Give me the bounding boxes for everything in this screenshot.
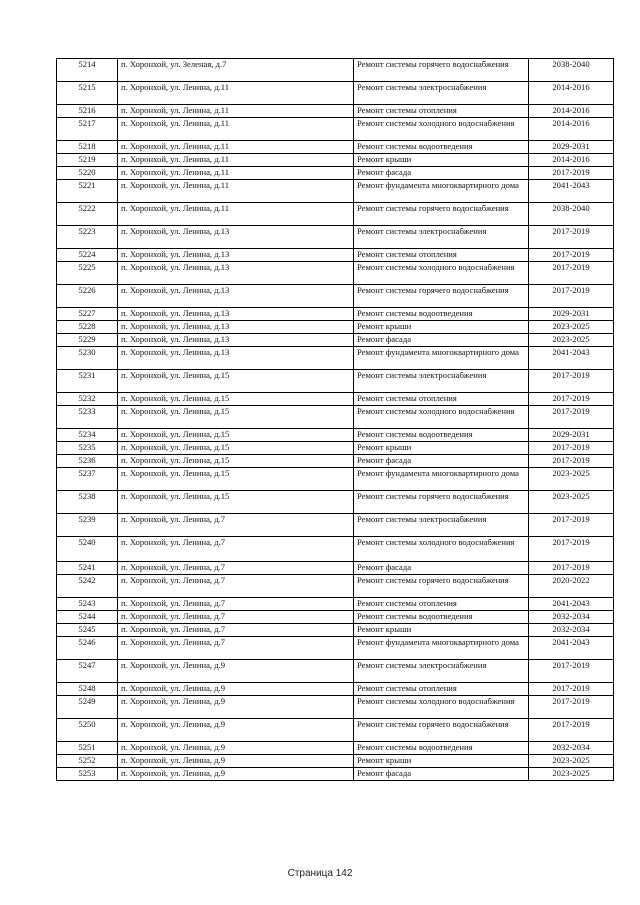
table-row bbox=[57, 334, 614, 347]
row-number-cell: 5228 bbox=[57, 321, 118, 334]
table-row bbox=[57, 141, 614, 154]
table-row bbox=[57, 105, 614, 118]
work-type-cell: Ремонт фасада bbox=[354, 334, 529, 347]
table-row bbox=[57, 347, 614, 370]
address-cell: п. Хоронхой, ул. Ленина, д.11 bbox=[118, 167, 354, 180]
table-row bbox=[57, 768, 614, 781]
work-type-cell: Ремонт системы отопления bbox=[354, 683, 529, 696]
address-cell: п. Хоронхой, ул. Ленина, д.9 bbox=[118, 660, 354, 683]
table-row bbox=[57, 683, 614, 696]
work-type-cell: Ремонт фундамента многоквартирного дома bbox=[354, 468, 529, 491]
page-number-label: Страница 142 bbox=[287, 868, 353, 879]
row-number-cell: 5241 bbox=[57, 562, 118, 575]
period-cell: 2014-2016 bbox=[529, 154, 614, 167]
address-cell: п. Хоронхой, ул. Ленина, д.9 bbox=[118, 755, 354, 768]
table-row bbox=[57, 285, 614, 308]
address-cell: п. Хоронхой, ул. Ленина, д.15 bbox=[118, 370, 354, 393]
work-type-cell: Ремонт крыши bbox=[354, 624, 529, 637]
period-cell: 2014-2016 bbox=[529, 118, 614, 141]
address-cell: п. Хоронхой, ул. Ленина, д.13 bbox=[118, 308, 354, 321]
address-cell: п. Хоронхой, ул. Ленина, д.13 bbox=[118, 226, 354, 249]
address-cell: п. Хоронхой, ул. Ленина, д.9 bbox=[118, 696, 354, 719]
period-cell: 2038-2040 bbox=[529, 59, 614, 82]
period-cell: 2041-2043 bbox=[529, 180, 614, 203]
work-type-cell: Ремонт системы электроснабжения bbox=[354, 370, 529, 393]
row-number-cell: 5250 bbox=[57, 719, 118, 742]
work-type-cell: Ремонт фасада bbox=[354, 455, 529, 468]
row-number-cell: 5220 bbox=[57, 167, 118, 180]
period-cell: 2017-2019 bbox=[529, 226, 614, 249]
address-cell: п. Хоронхой, ул. Ленина, д.13 bbox=[118, 262, 354, 285]
address-cell: п. Хоронхой, ул. Ленина, д.13 bbox=[118, 347, 354, 370]
table-row bbox=[57, 59, 614, 82]
work-type-cell: Ремонт системы холодного водоснабжения bbox=[354, 118, 529, 141]
work-type-cell: Ремонт системы водоотведения bbox=[354, 308, 529, 321]
table-row bbox=[57, 442, 614, 455]
row-number-cell: 5215 bbox=[57, 82, 118, 105]
address-cell: п. Хоронхой, ул. Ленина, д.11 bbox=[118, 82, 354, 105]
table-row bbox=[57, 742, 614, 755]
table-row bbox=[57, 468, 614, 491]
row-number-cell: 5249 bbox=[57, 696, 118, 719]
work-type-cell: Ремонт крыши bbox=[354, 154, 529, 167]
row-number-cell: 5247 bbox=[57, 660, 118, 683]
work-type-cell: Ремонт системы горячего водоснабжения bbox=[354, 203, 529, 226]
row-number-cell: 5251 bbox=[57, 742, 118, 755]
address-cell: п. Хоронхой, ул. Ленина, д.15 bbox=[118, 442, 354, 455]
row-number-cell: 5235 bbox=[57, 442, 118, 455]
work-type-cell: Ремонт системы горячего водоснабжения bbox=[354, 59, 529, 82]
table-row bbox=[57, 308, 614, 321]
period-cell: 2023-2025 bbox=[529, 768, 614, 781]
table-row bbox=[57, 82, 614, 105]
work-type-cell: Ремонт системы холодного водоснабжения bbox=[354, 537, 529, 562]
table-row bbox=[57, 393, 614, 406]
work-type-cell: Ремонт крыши bbox=[354, 755, 529, 768]
row-number-cell: 5225 bbox=[57, 262, 118, 285]
period-cell: 2032-2034 bbox=[529, 611, 614, 624]
row-number-cell: 5236 bbox=[57, 455, 118, 468]
work-type-cell: Ремонт системы водоотведения bbox=[354, 141, 529, 154]
address-cell: п. Хоронхой, ул. Ленина, д.13 bbox=[118, 285, 354, 308]
period-cell: 2017-2019 bbox=[529, 167, 614, 180]
work-type-cell: Ремонт системы отопления bbox=[354, 249, 529, 262]
address-cell: п. Хоронхой, ул. Ленина, д.15 bbox=[118, 393, 354, 406]
row-number-cell: 5226 bbox=[57, 285, 118, 308]
row-number-cell: 5231 bbox=[57, 370, 118, 393]
period-cell: 2017-2019 bbox=[529, 262, 614, 285]
period-cell: 2032-2034 bbox=[529, 742, 614, 755]
table-row bbox=[57, 118, 614, 141]
address-cell: п. Хоронхой, ул. Ленина, д.7 bbox=[118, 514, 354, 537]
address-cell: п. Хоронхой, ул. Ленина, д.13 bbox=[118, 321, 354, 334]
row-number-cell: 5233 bbox=[57, 406, 118, 429]
work-type-cell: Ремонт фасада bbox=[354, 562, 529, 575]
period-cell: 2017-2019 bbox=[529, 537, 614, 562]
row-number-cell: 5252 bbox=[57, 755, 118, 768]
period-cell: 2017-2019 bbox=[529, 660, 614, 683]
period-cell: 2032-2034 bbox=[529, 624, 614, 637]
period-cell: 2017-2019 bbox=[529, 442, 614, 455]
work-type-cell: Ремонт системы электроснабжения bbox=[354, 660, 529, 683]
table-row bbox=[57, 167, 614, 180]
period-cell: 2041-2043 bbox=[529, 637, 614, 660]
address-cell: п. Хоронхой, ул. Ленина, д.15 bbox=[118, 491, 354, 514]
table-row bbox=[57, 598, 614, 611]
address-cell: п. Хоронхой, ул. Ленина, д.9 bbox=[118, 768, 354, 781]
row-number-cell: 5217 bbox=[57, 118, 118, 141]
address-cell: п. Хоронхой, ул. Ленина, д.11 bbox=[118, 118, 354, 141]
work-type-cell: Ремонт фундамента многоквартирного дома bbox=[354, 180, 529, 203]
row-number-cell: 5232 bbox=[57, 393, 118, 406]
table-row bbox=[57, 321, 614, 334]
table-row bbox=[57, 491, 614, 514]
address-cell: п. Хоронхой, ул. Ленина, д.7 bbox=[118, 562, 354, 575]
period-cell: 2017-2019 bbox=[529, 285, 614, 308]
work-type-cell: Ремонт системы холодного водоснабжения bbox=[354, 696, 529, 719]
table-row bbox=[57, 262, 614, 285]
table-row bbox=[57, 637, 614, 660]
row-number-cell: 5229 bbox=[57, 334, 118, 347]
address-cell: п. Хоронхой, ул. Ленина, д.7 bbox=[118, 598, 354, 611]
address-cell: п. Хоронхой, ул. Ленина, д.9 bbox=[118, 742, 354, 755]
period-cell: 2020-2022 bbox=[529, 575, 614, 598]
address-cell: п. Хоронхой, ул. Ленина, д.11 bbox=[118, 154, 354, 167]
period-cell: 2023-2025 bbox=[529, 491, 614, 514]
address-cell: п. Хоронхой, ул. Ленина, д.15 bbox=[118, 468, 354, 491]
period-cell: 2017-2019 bbox=[529, 370, 614, 393]
table-row bbox=[57, 429, 614, 442]
table-row bbox=[57, 370, 614, 393]
work-type-cell: Ремонт системы отопления bbox=[354, 393, 529, 406]
work-type-cell: Ремонт системы водоотведения bbox=[354, 742, 529, 755]
row-number-cell: 5234 bbox=[57, 429, 118, 442]
address-cell: п. Хоронхой, ул. Ленина, д.11 bbox=[118, 105, 354, 118]
period-cell: 2023-2025 bbox=[529, 468, 614, 491]
row-number-cell: 5221 bbox=[57, 180, 118, 203]
period-cell: 2014-2016 bbox=[529, 82, 614, 105]
row-number-cell: 5223 bbox=[57, 226, 118, 249]
work-type-cell: Ремонт фундамента многоквартирного дома bbox=[354, 637, 529, 660]
work-type-cell: Ремонт крыши bbox=[354, 442, 529, 455]
address-cell: п. Хоронхой, ул. Ленина, д.9 bbox=[118, 719, 354, 742]
address-cell: п. Хоронхой, ул. Ленина, д.11 bbox=[118, 203, 354, 226]
page-footer bbox=[0, 868, 640, 879]
table-row bbox=[57, 180, 614, 203]
row-number-cell: 5246 bbox=[57, 637, 118, 660]
period-cell: 2014-2016 bbox=[529, 105, 614, 118]
period-cell: 2017-2019 bbox=[529, 562, 614, 575]
work-type-cell: Ремонт системы холодного водоснабжения bbox=[354, 406, 529, 429]
address-cell: п. Хоронхой, ул. Ленина, д.15 bbox=[118, 455, 354, 468]
period-cell: 2017-2019 bbox=[529, 455, 614, 468]
row-number-cell: 5230 bbox=[57, 347, 118, 370]
table-row bbox=[57, 696, 614, 719]
row-number-cell: 5253 bbox=[57, 768, 118, 781]
work-type-cell: Ремонт крыши bbox=[354, 321, 529, 334]
table-row bbox=[57, 406, 614, 429]
period-cell: 2029-2031 bbox=[529, 429, 614, 442]
table-row bbox=[57, 455, 614, 468]
period-cell: 2029-2031 bbox=[529, 308, 614, 321]
row-number-cell: 5245 bbox=[57, 624, 118, 637]
table-row bbox=[57, 611, 614, 624]
table-row bbox=[57, 575, 614, 598]
address-cell: п. Хоронхой, ул. Ленина, д.15 bbox=[118, 429, 354, 442]
period-cell: 2017-2019 bbox=[529, 514, 614, 537]
work-type-cell: Ремонт системы электроснабжения bbox=[354, 226, 529, 249]
table-row bbox=[57, 755, 614, 768]
table-row bbox=[57, 562, 614, 575]
row-number-cell: 5243 bbox=[57, 598, 118, 611]
period-cell: 2017-2019 bbox=[529, 393, 614, 406]
table-row bbox=[57, 537, 614, 562]
work-type-cell: Ремонт системы горячего водоснабжения bbox=[354, 719, 529, 742]
row-number-cell: 5222 bbox=[57, 203, 118, 226]
table-row bbox=[57, 719, 614, 742]
period-cell: 2023-2025 bbox=[529, 334, 614, 347]
row-number-cell: 5224 bbox=[57, 249, 118, 262]
period-cell: 2023-2025 bbox=[529, 321, 614, 334]
work-type-cell: Ремонт системы водоотведения bbox=[354, 429, 529, 442]
table-row bbox=[57, 624, 614, 637]
address-cell: п. Хоронхой, ул. Ленина, д.7 bbox=[118, 637, 354, 660]
address-cell: п. Хоронхой, ул. Ленина, д.11 bbox=[118, 141, 354, 154]
table-row bbox=[57, 226, 614, 249]
row-number-cell: 5214 bbox=[57, 59, 118, 82]
row-number-cell: 5218 bbox=[57, 141, 118, 154]
work-type-cell: Ремонт системы горячего водоснабжения bbox=[354, 491, 529, 514]
work-type-cell: Ремонт системы отопления bbox=[354, 598, 529, 611]
address-cell: п. Хоронхой, ул. Ленина, д.7 bbox=[118, 624, 354, 637]
work-type-cell: Ремонт фасада bbox=[354, 167, 529, 180]
work-type-cell: Ремонт системы отопления bbox=[354, 105, 529, 118]
period-cell: 2017-2019 bbox=[529, 683, 614, 696]
address-cell: п. Хоронхой, ул. Ленина, д.7 bbox=[118, 611, 354, 624]
period-cell: 2038-2040 bbox=[529, 203, 614, 226]
row-number-cell: 5219 bbox=[57, 154, 118, 167]
table-body bbox=[57, 59, 614, 781]
table-row bbox=[57, 203, 614, 226]
work-type-cell: Ремонт системы горячего водоснабжения bbox=[354, 575, 529, 598]
work-type-cell: Ремонт системы электроснабжения bbox=[354, 514, 529, 537]
work-type-cell: Ремонт системы электроснабжения bbox=[354, 82, 529, 105]
row-number-cell: 5248 bbox=[57, 683, 118, 696]
address-cell: п. Хоронхой, ул. Ленина, д.9 bbox=[118, 683, 354, 696]
table-row bbox=[57, 514, 614, 537]
address-cell: п. Хоронхой, ул. Ленина, д.7 bbox=[118, 537, 354, 562]
period-cell: 2017-2019 bbox=[529, 406, 614, 429]
address-cell: п. Хоронхой, ул. Ленина, д.13 bbox=[118, 334, 354, 347]
row-number-cell: 5242 bbox=[57, 575, 118, 598]
period-cell: 2023-2025 bbox=[529, 755, 614, 768]
table-row bbox=[57, 660, 614, 683]
address-cell: п. Хоронхой, ул. Зеленая, д.7 bbox=[118, 59, 354, 82]
work-type-cell: Ремонт системы холодного водоснабжения bbox=[354, 262, 529, 285]
repair-schedule-table bbox=[56, 58, 614, 781]
period-cell: 2017-2019 bbox=[529, 249, 614, 262]
row-number-cell: 5216 bbox=[57, 105, 118, 118]
address-cell: п. Хоронхой, ул. Ленина, д.15 bbox=[118, 406, 354, 429]
row-number-cell: 5244 bbox=[57, 611, 118, 624]
period-cell: 2029-2031 bbox=[529, 141, 614, 154]
address-cell: п. Хоронхой, ул. Ленина, д.7 bbox=[118, 575, 354, 598]
row-number-cell: 5240 bbox=[57, 537, 118, 562]
address-cell: п. Хоронхой, ул. Ленина, д.13 bbox=[118, 249, 354, 262]
row-number-cell: 5239 bbox=[57, 514, 118, 537]
period-cell: 2017-2019 bbox=[529, 696, 614, 719]
row-number-cell: 5227 bbox=[57, 308, 118, 321]
period-cell: 2041-2043 bbox=[529, 598, 614, 611]
table-row bbox=[57, 154, 614, 167]
table-row bbox=[57, 249, 614, 262]
row-number-cell: 5238 bbox=[57, 491, 118, 514]
work-type-cell: Ремонт фасада bbox=[354, 768, 529, 781]
period-cell: 2041-2043 bbox=[529, 347, 614, 370]
work-type-cell: Ремонт системы водоотведения bbox=[354, 611, 529, 624]
row-number-cell: 5237 bbox=[57, 468, 118, 491]
work-type-cell: Ремонт системы горячего водоснабжения bbox=[354, 285, 529, 308]
period-cell: 2017-2019 bbox=[529, 719, 614, 742]
address-cell: п. Хоронхой, ул. Ленина, д.11 bbox=[118, 180, 354, 203]
work-type-cell: Ремонт фундамента многоквартирного дома bbox=[354, 347, 529, 370]
